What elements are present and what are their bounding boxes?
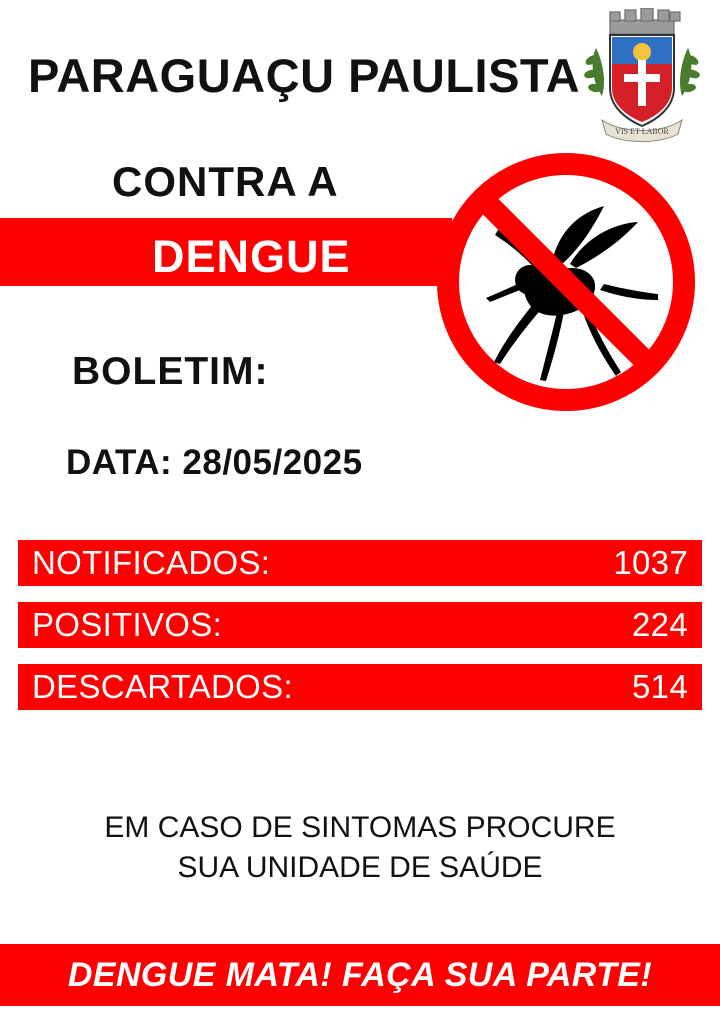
- stat-value: 514: [632, 668, 688, 705]
- stat-value: 1037: [613, 544, 688, 581]
- campaign-against-label: CONTRA A: [112, 158, 339, 205]
- stat-value: 224: [632, 606, 688, 643]
- footer-band: [0, 944, 720, 1006]
- stat-label: POSITIVOS:: [32, 606, 223, 643]
- bulletin-title: BOLETIM:: [72, 350, 269, 393]
- stat-row-descartados: [18, 664, 702, 710]
- advice-line-2: SUA UNIDADE DE SAÚDE: [177, 850, 543, 884]
- coat-of-arms-icon: [582, 8, 702, 143]
- advice-text: [0, 808, 720, 887]
- stat-row-positivos: [18, 602, 702, 648]
- bulletin-date: DATA: 28/05/2025: [66, 443, 363, 482]
- stat-label: DESCARTADOS:: [32, 668, 293, 705]
- advice-line-1: EM CASO DE SINTOMAS PROCURE: [104, 811, 616, 844]
- stat-row-notificados: [18, 540, 702, 586]
- footer-slogan: DENGUE MATA! FAÇA SUA PARTE!: [67, 955, 653, 994]
- campaign-disease-label: DENGUE: [152, 231, 351, 282]
- stats-list: [18, 540, 702, 726]
- no-mosquito-prohibition-icon: [432, 148, 700, 416]
- page-title: PARAGUAÇU PAULISTA: [28, 49, 581, 102]
- stat-label: NOTIFICADOS:: [32, 544, 271, 581]
- crest-motto: VIS ET LABOR: [615, 127, 669, 136]
